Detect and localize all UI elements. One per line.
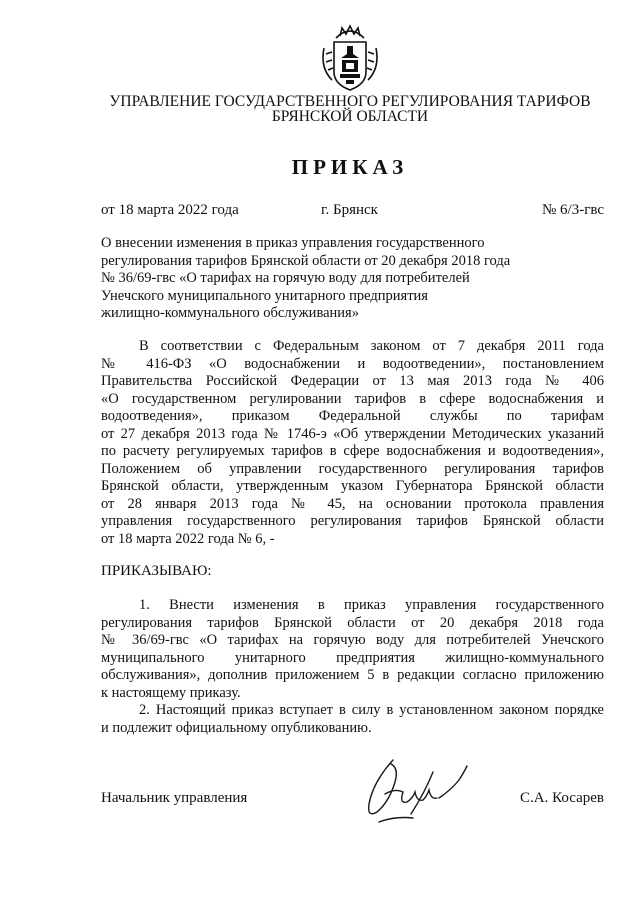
preamble-line: № 416-ФЗ «О водоснабжении и водоотведении», постановлением [101, 355, 604, 372]
preamble-line: управления государственного регулирования тарифов Брянской области [101, 513, 604, 529]
document-subject [101, 235, 521, 323]
document-date: от 18 марта 2022 года [101, 202, 239, 218]
preamble-line: от 28 января 2013 года № 45, на основании протокола правления [101, 495, 604, 512]
subject-line: Унечского муниципального унитарного предприятия [101, 287, 428, 304]
item2-line: 2. Настоящий приказ вступает в силу в установленном законом порядке [139, 702, 604, 718]
preamble-line: от 27 декабря 2013 года № 1746-э «Об утверждении Методических указаний [101, 425, 604, 442]
decree-word: ПРИКАЗЫВАЮ: [101, 563, 212, 579]
item1-line: № 36/69-гвс «О тарифах на горячую воду для потребителей Унечского [101, 632, 604, 648]
item1-line: регулирования тарифов Брянской области от 20 декабря 2018 года [101, 614, 604, 631]
document-number: № 6/3-гвс [541, 202, 604, 218]
subject-line: регулирования тарифов Брянской области от 20 декабря 2018 года [101, 252, 511, 269]
item1-line: обслуживания», дополнив приложением 5 в редакции согласно приложению [101, 667, 604, 683]
subject-line: № 36/69-гвс «О тарифах на горячую воду для потребителей [101, 270, 470, 286]
document-city: г. Брянск [321, 202, 378, 218]
item1-line: муниципального унитарного предприятия жилищно-коммунального [101, 649, 604, 666]
subject-line: жилищно-коммунального обслуживания» [101, 305, 359, 321]
preamble-line: В соответствии с Федеральным законом от 7 декабря 2011 года [139, 338, 604, 354]
preamble-line: Правительства Российской Федерации от 13 мая 2013 года № 406 [101, 373, 604, 389]
item2-line: и подлежит официальному опубликованию. [101, 719, 372, 736]
signatory-name: С.А. Косарев [520, 790, 604, 806]
preamble-line: Брянской области, утвержденным указом Губернатора Брянской области [101, 478, 604, 494]
preamble-paragraph [101, 338, 604, 548]
preamble-line: по расчету регулируемых тарифов в сфере водоснабжения и водоотведения», [101, 443, 604, 459]
decree-items [101, 597, 604, 737]
document-title: ПРИКАЗ [291, 155, 409, 179]
signatory-position: Начальник управления [101, 790, 248, 806]
item1-line: к настоящему приказу. [101, 684, 241, 701]
preamble-line: водоотведения», приказом Федеральной службы по тарифам [101, 408, 604, 424]
subject-line: О внесении изменения в приказ управления государственного [101, 235, 485, 251]
preamble-line: Положением об управлении государственного регулирования тарифов [101, 460, 604, 477]
item1-line: 1. Внести изменения в приказ управления государственного [139, 597, 604, 613]
coat-of-arms-icon [318, 18, 382, 96]
preamble-line: «О государственном регулировании тарифов в сфере водоснабжения и [101, 390, 604, 407]
handwritten-signature-icon [355, 752, 475, 832]
organization-name-line1: УПРАВЛЕНИЕ ГОСУДАРСТВЕННОГО РЕГУЛИРОВАНИЯ ТАРИФОВ [109, 93, 591, 110]
preamble-line: от 18 марта 2022 года № 6, - [101, 530, 275, 547]
organization-name-line2: БРЯНСКОЙ ОБЛАСТИ [271, 108, 429, 125]
